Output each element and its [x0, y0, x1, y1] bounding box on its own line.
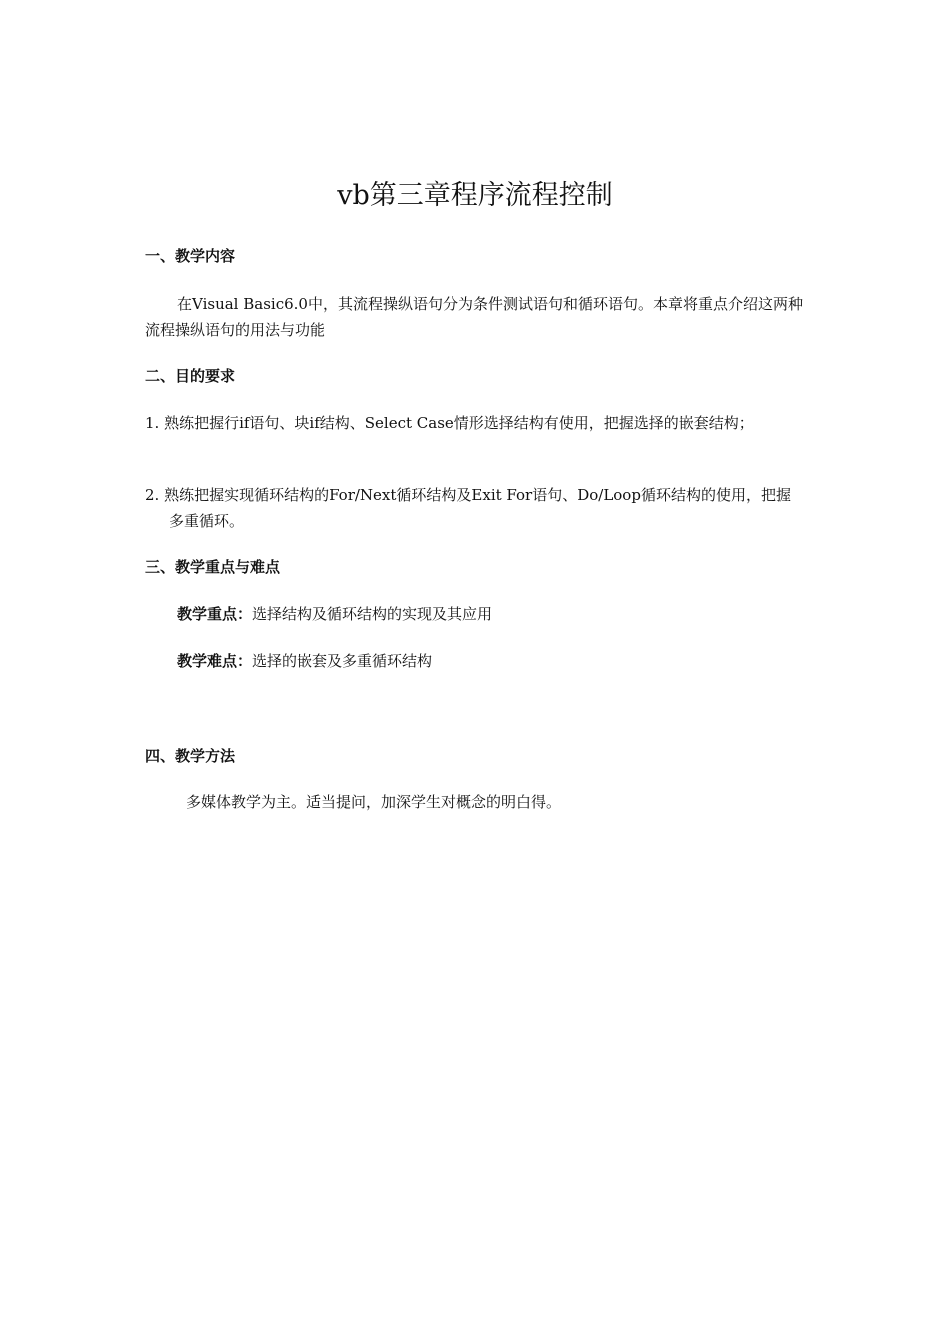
section-heading-content: 一、教学内容	[145, 247, 236, 265]
key-point-focus-text: 选择结构及循环结构的实现及其应用	[252, 605, 493, 623]
key-point-difficulty-text: 选择的嵌套及多重循环结构	[252, 652, 433, 670]
key-point-focus-label: 教学重点：	[177, 605, 253, 623]
objective-item-2: 2. 熟练把握实现循环结构的For/Next循环结构及Exit For语句、Do/Loop循环结构的使用，把握多重循环。	[145, 486, 791, 530]
section-heading-key-points: 三、教学重点与难点	[145, 558, 281, 576]
section-methods-paragraph: 多媒体教学为主。适当提问，加深学生对概念的明白得。	[186, 793, 562, 811]
document-title: vb第三章程序流程控制	[337, 180, 613, 211]
section-content-paragraph: 在Visual Basic6.0中，其流程操纵语句分为条件测试语句和循环语句。本章将重点介绍这两种流程操纵语句的用法与功能	[145, 295, 803, 339]
key-point-difficulty	[177, 650, 432, 672]
objective-item-1: 1. 熟练把握行if语句、块if结构、Select Case情形选择结构有使用，把握选择的嵌套结构；	[145, 414, 754, 432]
section-heading-objectives: 二、目的要求	[145, 367, 236, 385]
section-heading-methods: 四、教学方法	[145, 747, 236, 765]
key-point-focus	[177, 603, 492, 625]
key-point-difficulty-label: 教学难点：	[177, 652, 253, 670]
